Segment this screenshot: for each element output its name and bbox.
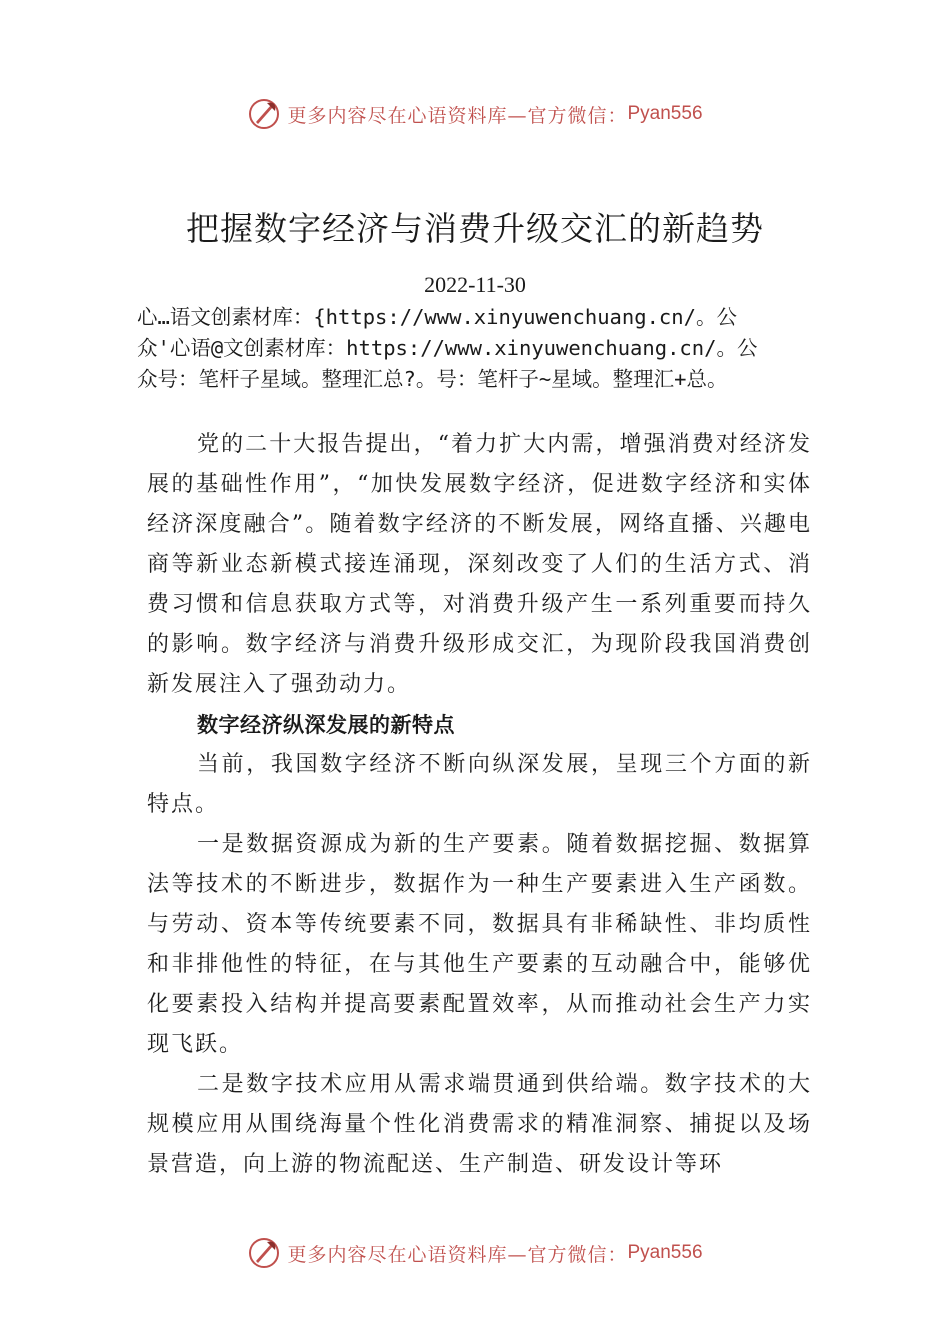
source-line: 众'心语@文创素材库：https://www.xinyuwenchuang.cn/。公 [137,336,758,360]
header-banner [0,94,950,134]
section-heading: 数字经济纵深发展的新特点 [197,713,455,737]
footer-banner-text: 更多内容尽在心语资料库—官方微信： [287,1243,628,1266]
source-notice [137,302,877,395]
document-title: 把握数字经济与消费升级交汇的新趋势 [186,209,764,248]
footer-banner-handle: Pyan556 [627,1242,703,1263]
body-paragraph: 二是数字技术应用从需求端贯通到供给端。数字技术的大规模应用从围绕海量个性化消费需求的精准洞察、捕捉以及场景营造，向上游的物流配送、生产制造、研发设计等环 [147,1072,812,1177]
document-body [147,425,812,1185]
quill-logo-icon [247,1236,281,1270]
body-paragraph: 当前，我国数字经济不断向纵深发展，呈现三个方面的新特点。 [147,752,812,817]
header-banner-text: 更多内容尽在心语资料库—官方微信： [287,104,628,127]
header-banner-handle: Pyan556 [627,103,703,124]
body-paragraph: 一是数据资源成为新的生产要素。随着数据挖掘、数据算法等技术的不断进步，数据作为一种生产要素进入生产函数。与劳动、资本等传统要素不同，数据具有非稀缺性、非均质性和非排他性的特征，在与其他生产要素的互动融合中，能够优化要素投入结构并提高要素配置效率，从而推动社会生产力实现飞跃。 [147,832,812,1057]
document-date: 2022-11-30 [424,272,526,297]
body-paragraph: 党的二十大报告提出，“着力扩大内需，增强消费对经济发展的基础性作用”，“加快发展数字经济，促进数字经济和实体经济深度融合”。随着数字经济的不断发展，网络直播、兴趣电商等新业态新模式接连涌现，深刻改变了人们的生活方式、消费习惯和信息获取方式等，对消费升级产生一系列重要而持久的影响。数字经济与消费升级形成交汇，为现阶段我国消费创新发展注入了强劲动力。 [147,432,812,697]
footer-banner [0,1233,950,1273]
quill-logo-icon [247,97,281,131]
source-line: 众号：笔杆子星域。整理汇总?。号：笔杆子~星域。整理汇+总。 [137,367,728,391]
source-line: 心…语文创素材库：{https://www.xinyuwenchuang.cn/。公 [137,305,737,329]
